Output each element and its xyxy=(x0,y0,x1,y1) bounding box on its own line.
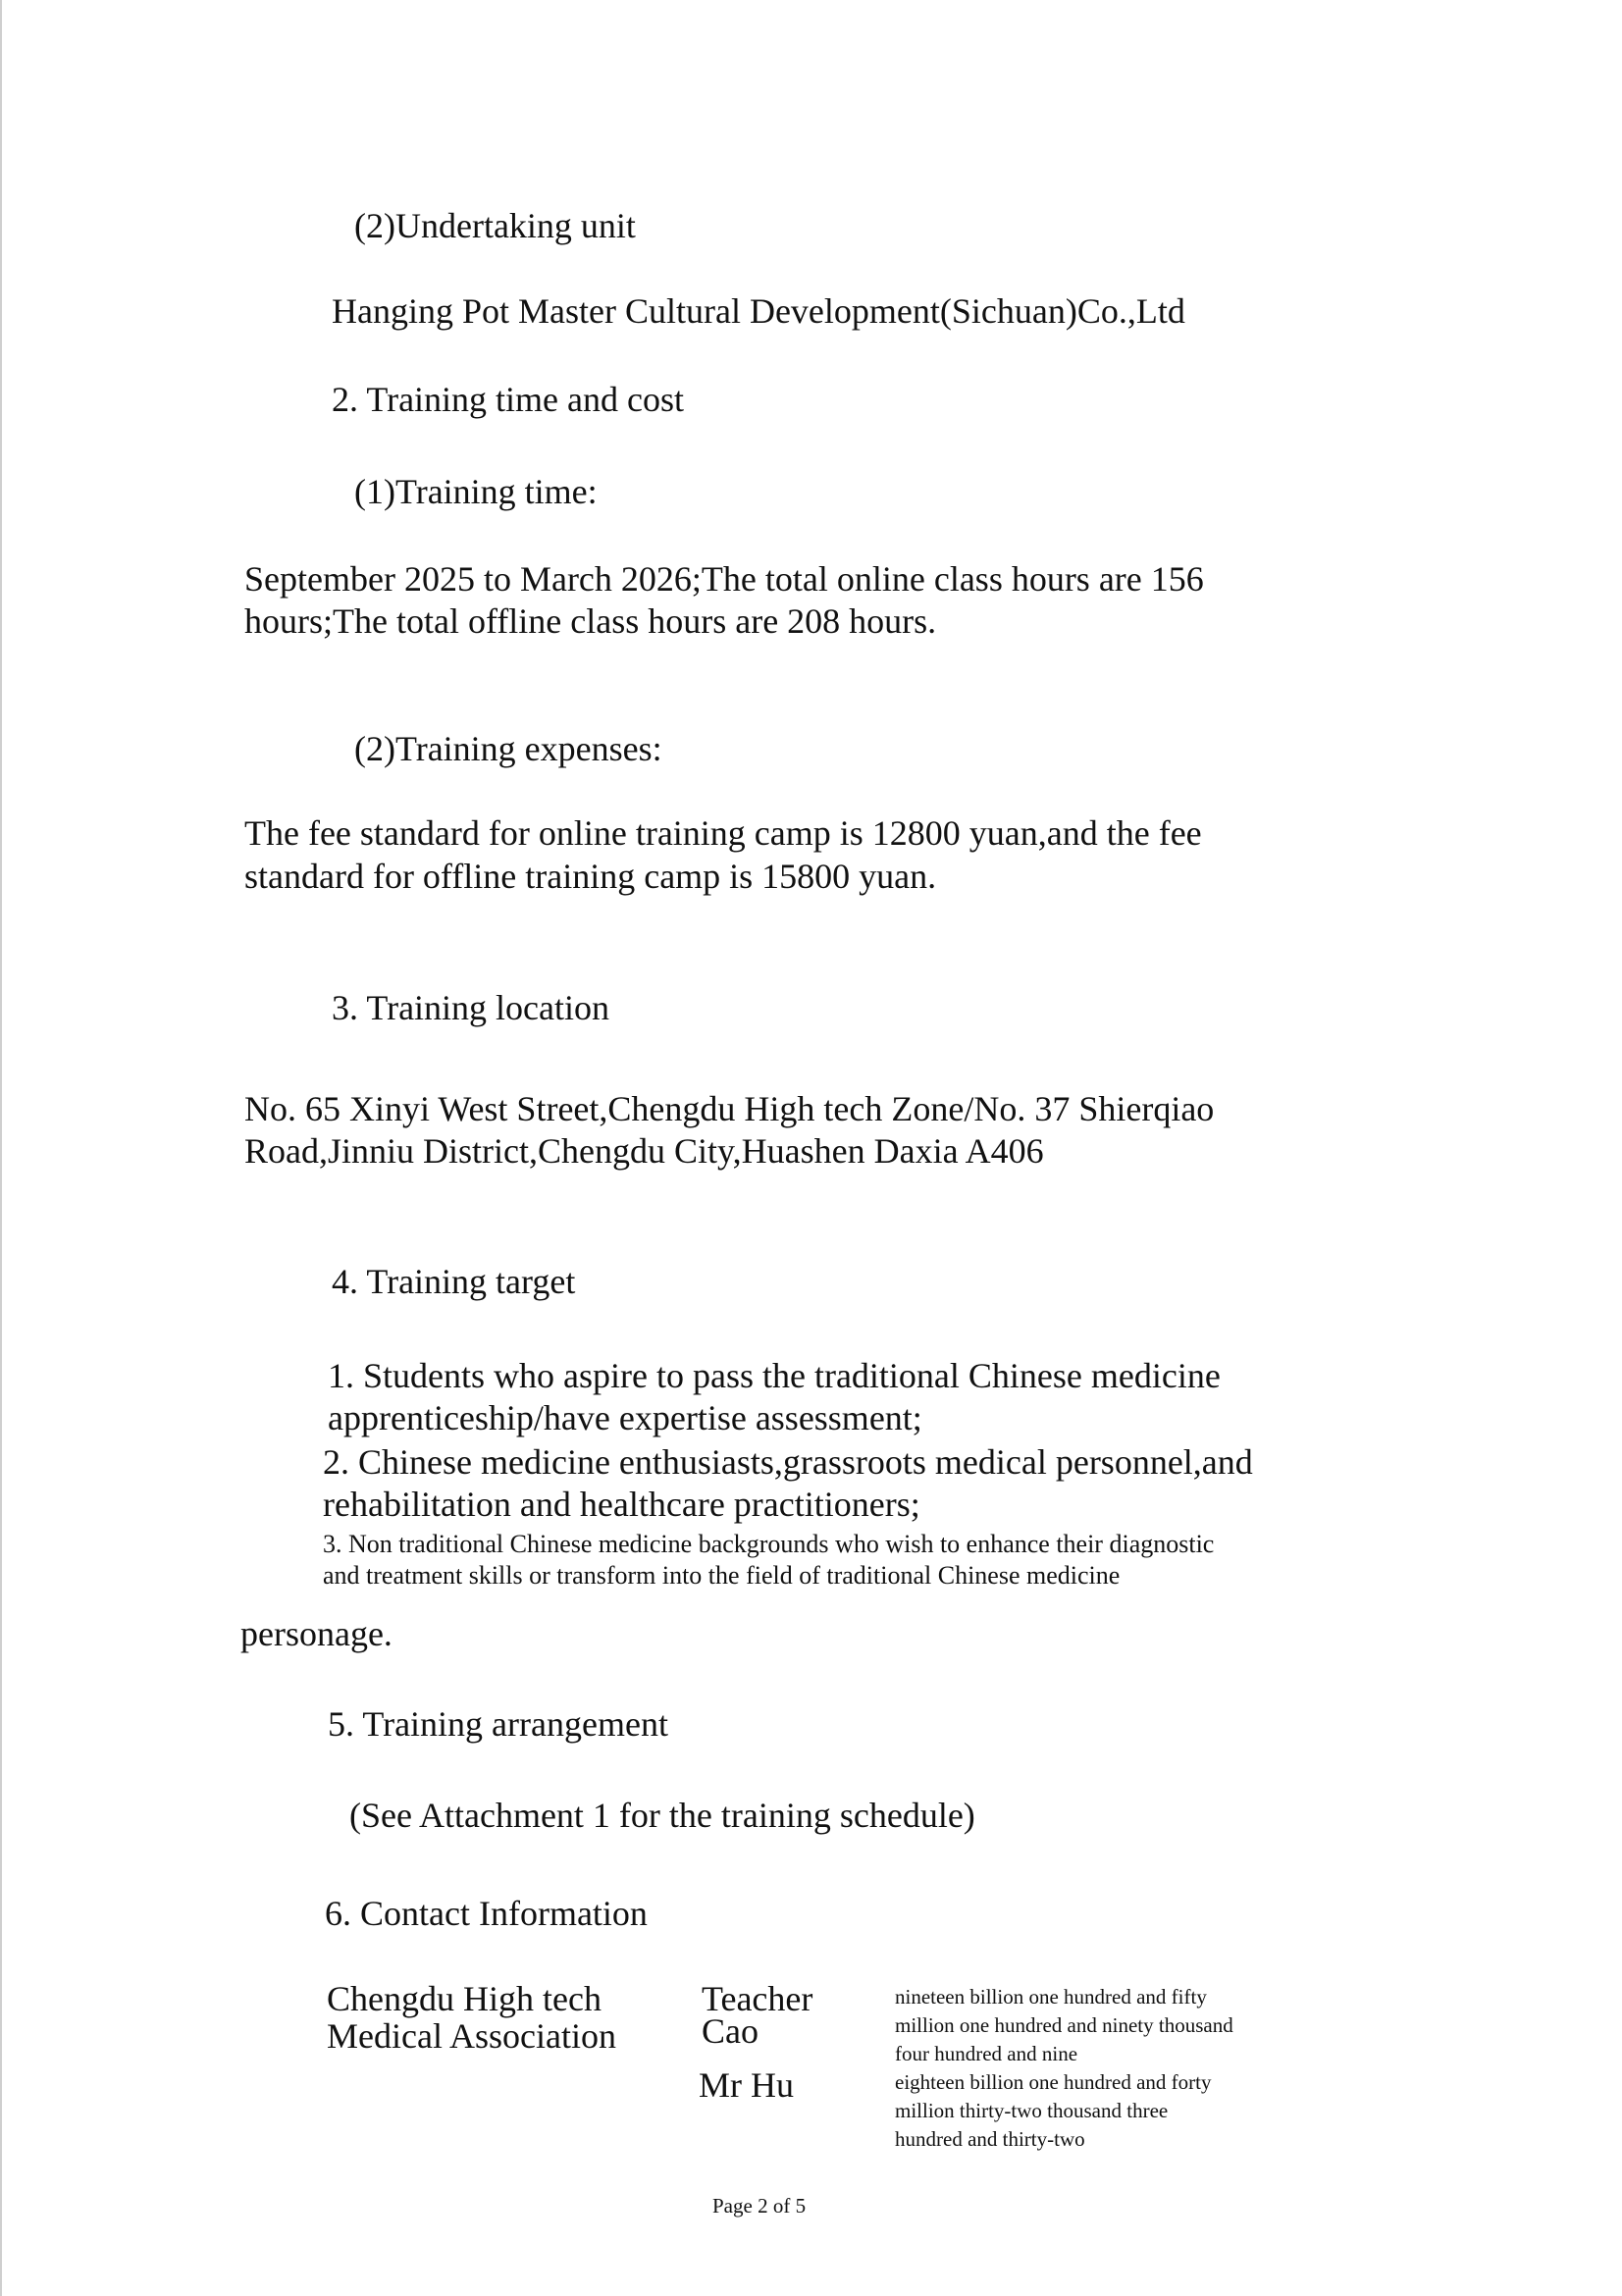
target-item-3-line-1: 3. Non traditional Chinese medicine backgrounds who wish to enhance their diagnostic xyxy=(323,1530,1215,1558)
training-expenses-line-1: The fee standard for online training camp is 12800 yuan,and the fee xyxy=(244,813,1202,853)
target-item-3-line-3: personage. xyxy=(240,1614,392,1653)
arrangement-note: (See Attachment 1 for the training schedule) xyxy=(349,1796,975,1835)
location-line-1: No. 65 Xinyi West Street,Chengdu High tech Zone/No. 37 Shierqiao xyxy=(244,1089,1215,1128)
contact-phone-line-1: eighteen billion one hundred and forty xyxy=(895,2070,1212,2094)
contact-name-line-1: Teacher xyxy=(702,1979,813,2018)
target-item-3-line-2: and treatment skills or transform into the field of traditional Chinese medicine xyxy=(323,1561,1121,1590)
target-item-2-line-2: rehabilitation and healthcare practitioners; xyxy=(323,1485,920,1524)
target-item-1-line-1: 1. Students who aspire to pass the traditional Chinese medicine xyxy=(328,1356,1221,1395)
training-time-line-2: hours;The total offline class hours are 208 hours. xyxy=(244,601,937,641)
training-expenses-line-2: standard for offline training camp is 15800 yuan. xyxy=(244,857,937,896)
organization-line-1: Chengdu High tech xyxy=(327,1979,602,2018)
training-time-heading: (1)Training time: xyxy=(354,472,598,511)
contact-phone-line-3: four hundred and nine xyxy=(895,2042,1078,2065)
contact-phone-line-3: hundred and thirty-two xyxy=(895,2127,1085,2151)
undertaking-unit-text: Hanging Pot Master Cultural Development(Sichuan)Co.,Ltd xyxy=(332,291,1185,331)
contact-heading: 6. Contact Information xyxy=(325,1894,648,1933)
target-item-2-line-1: 2. Chinese medicine enthusiasts,grassroots medical personnel,and xyxy=(323,1442,1253,1482)
contact-phone-line-2: million thirty-two thousand three xyxy=(895,2099,1169,2122)
contact-phone-line-1: nineteen billion one hundred and fifty xyxy=(895,1985,1207,2009)
organization-line-2: Medical Association xyxy=(327,2016,616,2056)
training-expenses-heading: (2)Training expenses: xyxy=(354,729,662,768)
time-cost-heading: 2. Training time and cost xyxy=(332,380,684,419)
location-line-2: Road,Jinniu District,Chengdu City,Huashen Daxia A406 xyxy=(244,1131,1044,1171)
location-heading: 3. Training location xyxy=(332,988,610,1027)
training-time-line-1: September 2025 to March 2026;The total online class hours are 156 xyxy=(244,559,1204,599)
contact-phone-line-2: million one hundred and ninety thousand xyxy=(895,2013,1233,2037)
contact-name-line-1: Mr Hu xyxy=(699,2065,794,2105)
target-heading: 4. Training target xyxy=(332,1262,576,1301)
target-item-1-line-2: apprenticeship/have expertise assessment; xyxy=(328,1398,922,1437)
arrangement-heading: 5. Training arrangement xyxy=(328,1704,668,1744)
contact-name-line-2: Cao xyxy=(702,2011,759,2051)
scan-edge xyxy=(0,0,2,2296)
undertaking-heading: (2)Undertaking unit xyxy=(354,206,636,245)
page-number: Page 2 of 5 xyxy=(712,2194,807,2218)
